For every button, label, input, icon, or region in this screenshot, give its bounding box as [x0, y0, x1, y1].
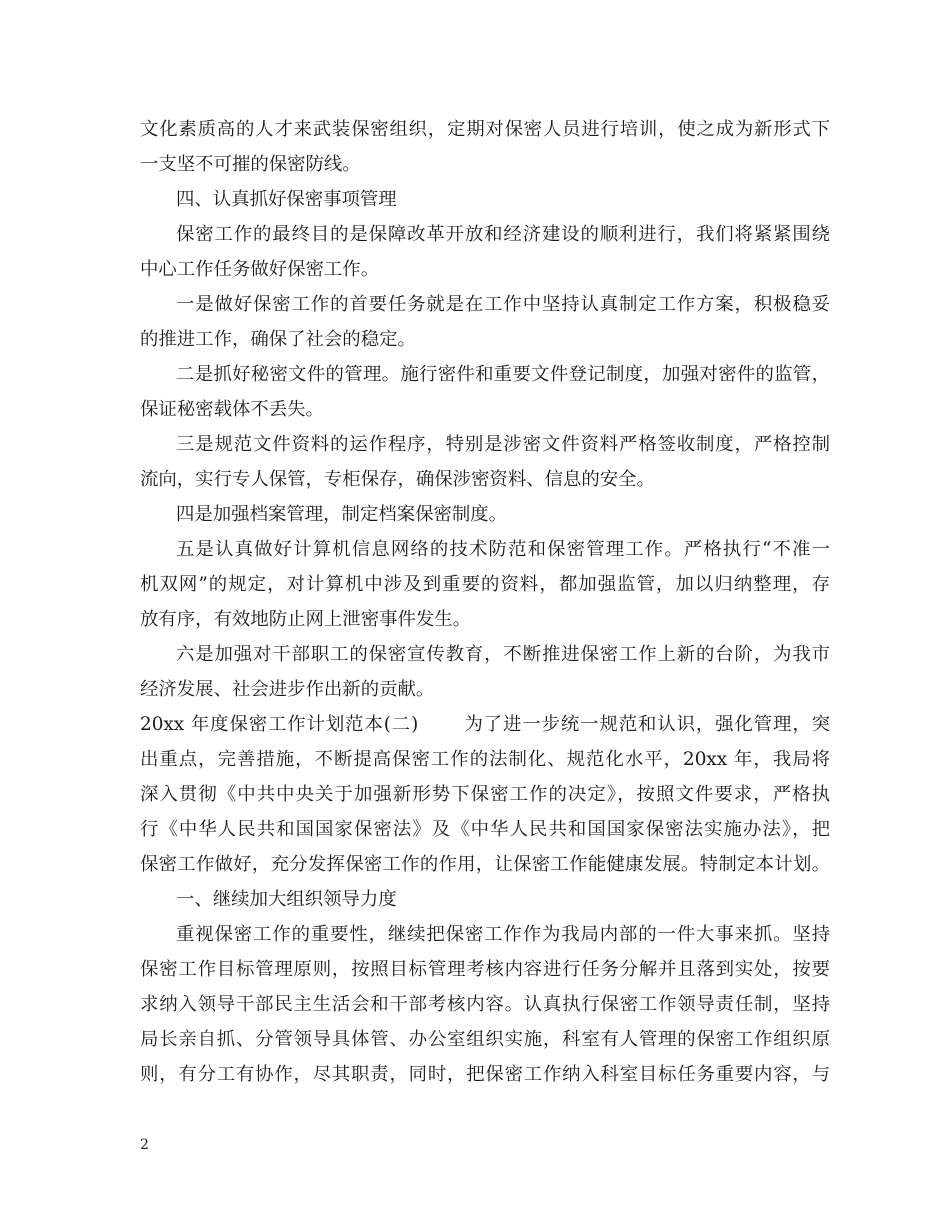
text-line: 流向，实行专人保管，专柜保存，确保涉密资料、信息的安全。	[140, 469, 655, 490]
text-line: 机双网”的规定，对计算机中涉及到重要的资料，都加强监管，加以归纳整理，存	[140, 574, 830, 595]
text-line: 三是规范文件资料的运作程序，特别是涉密文件资料严格签收制度，严格控制	[176, 434, 830, 455]
text-line: 一支坚不可摧的保密防线。	[140, 154, 361, 175]
text-line: 文化素质高的人才来武装保密组织，定期对保密人员进行培训，使之成为新形式下	[140, 119, 830, 140]
text-line: 五是认真做好计算机信息网络的技术防范和保密管理工作。严格执行“不准一	[176, 539, 830, 560]
document-title-line: 20xx 年度保密工作计划范本(二) 为了进一步统一规范和认识，强化管理，突	[140, 714, 830, 735]
text-line: 保证秘密载体不丢失。	[140, 399, 324, 420]
text-line: 四是加强档案管理，制定档案保密制度。	[176, 504, 508, 525]
text-line: 六是加强对干部职工的保密宣传教育，不断推进保密工作上新的台阶，为我市	[176, 644, 830, 665]
text-line: 深入贯彻《中共中央关于加强新形势下保密工作的决定》，按照文件要求，严格执	[140, 784, 830, 805]
text-line: 保密工作做好，充分发挥保密工作的作用，让保密工作能健康发展。特制定本计划。	[140, 854, 830, 875]
text-line: 经济发展、社会进步作出新的贡献。	[140, 679, 435, 700]
text-line: 局长亲自抓、分管领导具体管、办公室组织实施，科室有人管理的保密工作组织原	[140, 1029, 830, 1050]
page-number: 2	[140, 1137, 149, 1153]
text-line: 保密工作目标管理原则，按照目标管理考核内容进行任务分解并且落到实处，按要	[140, 959, 830, 980]
text-line: 放有序，有效地防止网上泄密事件发生。	[140, 609, 472, 630]
text-line: 保密工作的最终目的是保障改革开放和经济建设的顺利进行，我们将紧紧围绕	[176, 224, 830, 245]
text-line: 行《中华人民共和国国家保密法》及《中华人民共和国国家保密法实施办法》，把	[140, 819, 830, 840]
text-line: 的推进工作，确保了社会的稳定。	[140, 329, 416, 350]
section-heading: 四、认真抓好保密事项管理	[176, 189, 397, 210]
text-line: 一是做好保密工作的首要任务就是在工作中坚持认真制定工作方案，积极稳妥	[176, 294, 830, 315]
text-line: 则，有分工有协作，尽其职责，同时，把保密工作纳入科室目标任务重要内容，与	[140, 1064, 830, 1085]
text-line: 求纳入领导干部民主生活会和干部考核内容。认真执行保密工作领导责任制，坚持	[140, 994, 830, 1015]
section-heading: 一、继续加大组织领导力度	[176, 889, 397, 910]
text-line: 出重点，完善措施，不断提高保密工作的法制化、规范化水平，20xx 年，我局将	[140, 749, 830, 770]
text-line: 二是抓好秘密文件的管理。施行密件和重要文件登记制度，加强对密件的监管，	[176, 364, 830, 385]
text-line: 重视保密工作的重要性，继续把保密工作作为我局内部的一件大事来抓。坚持	[176, 924, 830, 945]
text-line: 中心工作任务做好保密工作。	[140, 259, 380, 280]
